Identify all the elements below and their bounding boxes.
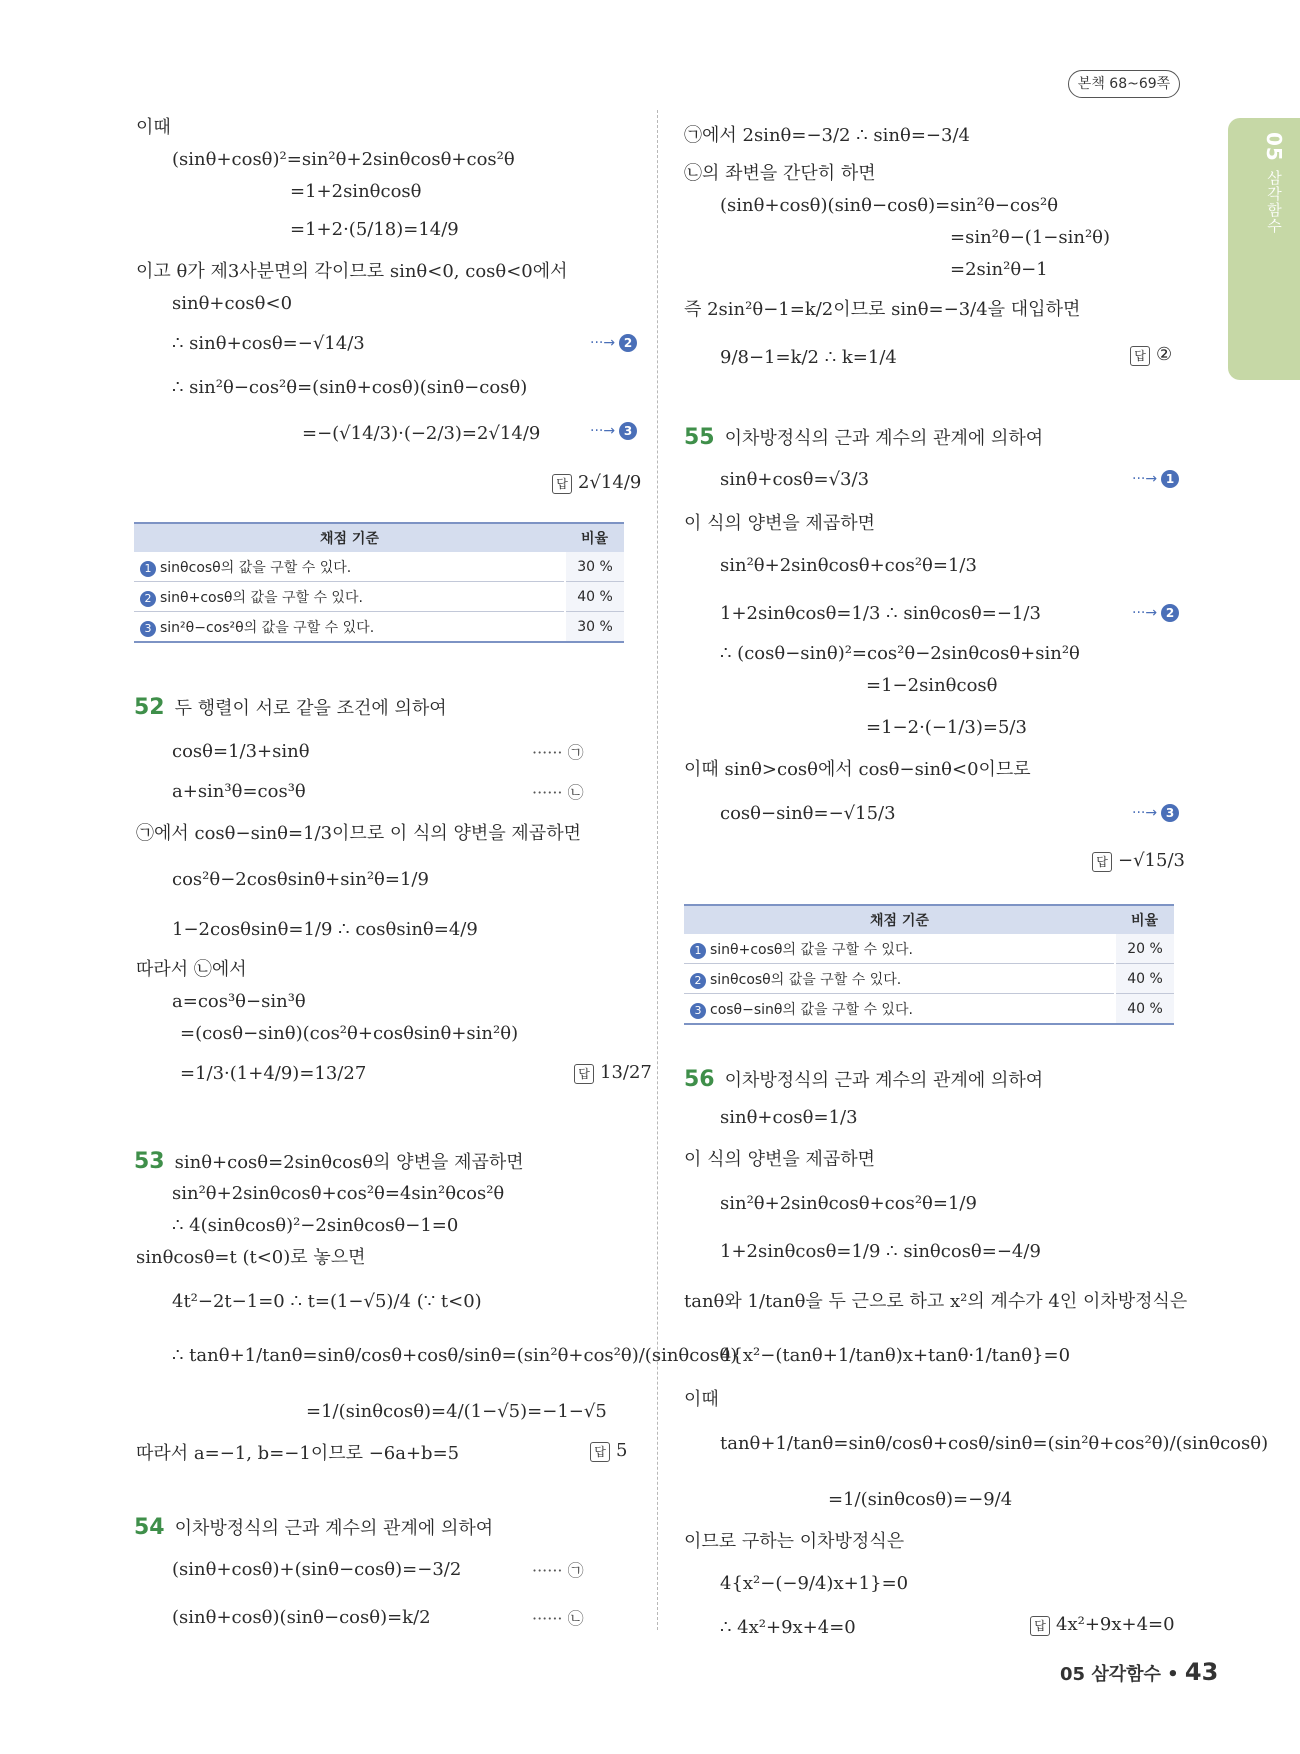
equation: =1/(sinθcosθ)=4/(1−√5)=−1−√5	[306, 1401, 607, 1422]
equation: a=cos³θ−sin³θ	[172, 991, 306, 1012]
answer-icon: 답	[1092, 852, 1112, 872]
equation: 1−2cosθsinθ=1/9 ∴ cosθsinθ=4/9	[172, 919, 478, 940]
answer-icon: 답	[1030, 1616, 1050, 1636]
equation: tanθ+1/tanθ=sinθ/cosθ+cosθ/sinθ=(sin²θ+cos²θ)/(sinθcosθ)	[720, 1433, 1269, 1454]
table-row: 1 sinθ+cosθ의 값을 구할 수 있다. 20 %	[684, 934, 1174, 964]
chapter-title: 삼각함수	[1265, 169, 1283, 234]
equation: ∴ (cosθ−sinθ)²=cos²θ−2sinθcosθ+sin²θ	[720, 643, 1080, 664]
equation: =1−2·(−1/3)=5/3	[866, 717, 1027, 738]
text-line: 따라서 a=−1, b=−1이므로 −6a+b=5	[136, 1443, 460, 1464]
equation: 4{x²−(tanθ+1/tanθ)x+tanθ·1/tanθ}=0	[720, 1345, 1071, 1366]
equation: ∴ sinθ+cosθ=−√14/3	[172, 333, 365, 354]
answer-53: 답 5	[590, 1440, 627, 1462]
table-header: 비율	[565, 523, 624, 552]
table-row: 2 sinθcosθ의 값을 구할 수 있다. 40 %	[684, 964, 1174, 994]
equation: sinθ+cosθ=1/3	[720, 1107, 858, 1128]
equation: (sinθ+cosθ)+(sinθ−cosθ)=−3/2	[172, 1559, 462, 1580]
equation: =2sin²θ−1	[950, 259, 1048, 280]
page-number: 43	[1184, 1658, 1219, 1686]
answer-icon: 답	[552, 474, 572, 494]
equation: a+sin³θ=cos³θ	[172, 781, 306, 802]
text-line: 이때 sinθ>cosθ에서 cosθ−sinθ<0이므로	[684, 759, 1031, 780]
equation: ∴ tanθ+1/tanθ=sinθ/cosθ+cosθ/sinθ=(sin²θ+cos²θ)/(sinθcosθ)	[172, 1345, 738, 1366]
equation: =1−2sinθcosθ	[866, 675, 998, 696]
equation: cosθ=1/3+sinθ	[172, 741, 310, 762]
problem-54-heading: 54 이차방정식의 근과 계수의 관계에 의하여	[134, 1515, 494, 1540]
table-row: 2 sinθ+cosθ의 값을 구할 수 있다. 40 %	[134, 582, 624, 612]
answer-52: 답 13/27	[574, 1062, 652, 1084]
answer-icon: 답	[1130, 346, 1150, 366]
equation: ∴ 4(sinθcosθ)²−2sinθcosθ−1=0	[172, 1215, 459, 1236]
answer-51: 답 2√14/9	[552, 472, 641, 494]
equation: sinθ+cosθ=√3/3	[720, 469, 870, 490]
equation: (sinθ+cosθ)(sinθ−cosθ)=sin²θ−cos²θ	[720, 195, 1059, 216]
text-line: 따라서 ㉡에서	[136, 959, 247, 980]
step-marker: ···→ 2	[590, 334, 637, 352]
equation-tag: ······ ㉡	[532, 1609, 584, 1628]
equation: 4{x²−(−9/4)x+1}=0	[720, 1573, 909, 1594]
equation-tag: ······ ㉠	[532, 743, 584, 762]
text-line: 즉 2sin²θ−1=k/2이므로 sinθ=−3/4을 대입하면	[684, 299, 1081, 320]
equation: ∴ sin²θ−cos²θ=(sinθ+cosθ)(sinθ−cosθ)	[172, 377, 528, 398]
equation-tag: ······ ㉡	[532, 783, 584, 802]
table-row: 3 sin²θ−cos²θ의 값을 구할 수 있다. 30 %	[134, 612, 624, 643]
equation: sin²θ+2sinθcosθ+cos²θ=4sin²θcos²θ	[172, 1183, 505, 1204]
equation-tag: ······ ㉠	[532, 1561, 584, 1580]
text-line: tanθ와 1/tanθ을 두 근으로 하고 x²의 계수가 4인 이차방정식은	[684, 1291, 1188, 1312]
equation: cos²θ−2cosθsinθ+sin²θ=1/9	[172, 869, 429, 890]
text-line: 이 식의 양변을 제곱하면	[684, 1149, 876, 1170]
reference-badge: 본책 68~69쪽	[1068, 70, 1180, 98]
footer-chapter: 05 삼각함수 •	[1060, 1664, 1179, 1685]
answer-icon: 답	[590, 1442, 610, 1462]
text-line: ㉡의 좌변을 간단히 하면	[684, 163, 876, 184]
equation: =(cosθ−sinθ)(cos²θ+cosθsinθ+sin²θ)	[180, 1023, 519, 1044]
step-marker: ···→ 1	[1132, 470, 1179, 488]
step-marker: ···→ 3	[590, 422, 637, 440]
chapter-number: 05	[1262, 132, 1286, 162]
answer-icon: 답	[574, 1064, 594, 1084]
equation: 1+2sinθcosθ=1/3 ∴ sinθcosθ=−1/3	[720, 603, 1041, 624]
text-line: 이고 θ가 제3사분면의 각이므로 sinθ<0, cosθ<0에서	[136, 261, 568, 282]
table-row: 1 sinθcosθ의 값을 구할 수 있다. 30 %	[134, 552, 624, 582]
equation: =1/3·(1+4/9)=13/27	[180, 1063, 367, 1084]
chapter-side-tab	[1228, 118, 1300, 380]
equation: 1+2sinθcosθ=1/9 ∴ sinθcosθ=−4/9	[720, 1241, 1041, 1262]
problem-55-heading: 55 이차방정식의 근과 계수의 관계에 의하여	[684, 425, 1044, 450]
equation: ∴ 4x²+9x+4=0	[720, 1617, 856, 1638]
equation: =sin²θ−(1−sin²θ)	[950, 227, 1111, 248]
column-divider	[657, 110, 658, 1630]
equation: 9/8−1=k/2 ∴ k=1/4	[720, 347, 897, 368]
equation: 4t²−2t−1=0 ∴ t=(1−√5)/4 (∵ t<0)	[172, 1291, 482, 1312]
text-line: 이 식의 양변을 제곱하면	[684, 513, 876, 534]
equation: sinθ+cosθ<0	[172, 293, 293, 314]
equation: =1/(sinθcosθ)=−9/4	[828, 1489, 1013, 1510]
step-marker: ···→ 3	[1132, 804, 1179, 822]
text-line: sinθcosθ=t (t<0)로 놓으면	[136, 1247, 366, 1268]
equation: cosθ−sinθ=−√15/3	[720, 803, 896, 824]
problem-52-heading: 52 두 행렬이 서로 같을 조건에 의하여	[134, 695, 447, 720]
answer-55: 답 −√15/3	[1092, 850, 1185, 872]
text-line: 이므로 구하는 이차방정식은	[684, 1531, 905, 1552]
scoring-table-51	[134, 522, 624, 643]
text-line: ㉠에서 cosθ−sinθ=1/3이므로 이 식의 양변을 제곱하면	[136, 823, 581, 844]
problem-53-heading: 53 sinθ+cosθ=2sinθcosθ의 양변을 제곱하면	[134, 1149, 524, 1174]
answer-56: 답 4x²+9x+4=0	[1030, 1614, 1175, 1636]
equation: ㉠에서 2sinθ=−3/2 ∴ sinθ=−3/4	[684, 125, 970, 146]
table-header: 채점 기준	[684, 905, 1115, 934]
text-line: 이때	[684, 1389, 719, 1410]
page-footer	[1060, 1658, 1218, 1686]
table-row: 3 cosθ−sinθ의 값을 구할 수 있다. 40 %	[684, 994, 1174, 1025]
equation: (sinθ+cosθ)²=sin²θ+2sinθcosθ+cos²θ	[172, 149, 515, 170]
equation: (sinθ+cosθ)(sinθ−cosθ)=k/2	[172, 1607, 431, 1628]
equation: =1+2sinθcosθ	[290, 181, 422, 202]
equation: =1+2·(5/18)=14/9	[290, 219, 459, 240]
step-marker: ···→ 2	[1132, 604, 1179, 622]
equation: =−(√14/3)·(−2/3)=2√14/9	[302, 423, 541, 444]
equation: sin²θ+2sinθcosθ+cos²θ=1/9	[720, 1193, 977, 1214]
chapter-side-label	[1262, 132, 1286, 234]
answer-54: 답 ②	[1130, 344, 1172, 366]
table-header: 채점 기준	[134, 523, 565, 552]
equation: sin²θ+2sinθcosθ+cos²θ=1/3	[720, 555, 977, 576]
text-line: 이때	[136, 117, 171, 138]
table-header: 비율	[1115, 905, 1174, 934]
problem-56-heading: 56 이차방정식의 근과 계수의 관계에 의하여	[684, 1067, 1044, 1092]
scoring-table-55	[684, 904, 1174, 1025]
